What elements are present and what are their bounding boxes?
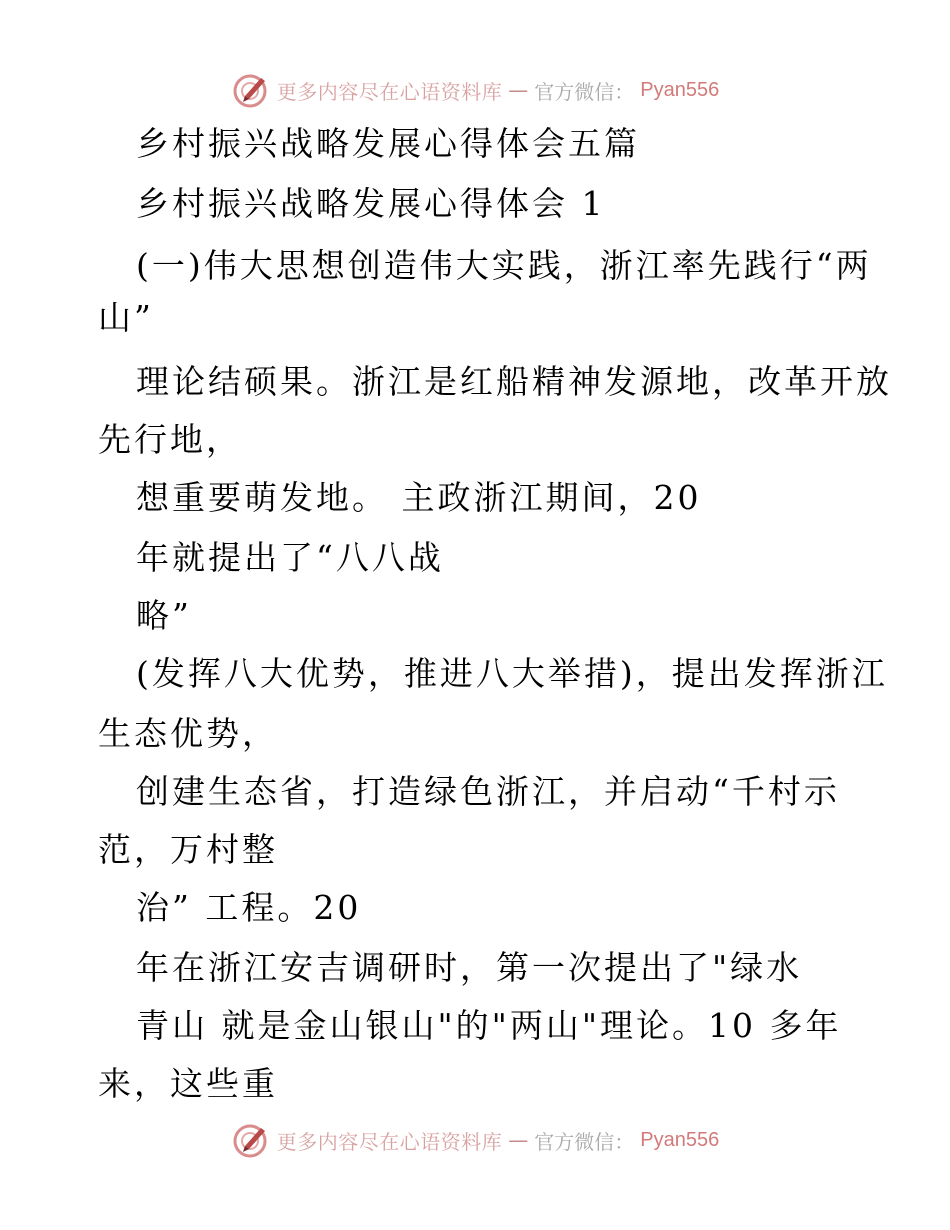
text-line: 想重要萌发地。 主政浙江期间，20 <box>136 478 702 517</box>
text-line: 先行地， <box>98 420 242 459</box>
pen-logo-icon <box>231 1120 271 1160</box>
watermark-dash: — <box>508 1128 529 1152</box>
section-heading: 乡村振兴战略发展心得体会 1 <box>136 184 606 223</box>
text-line: 范，万村整 <box>98 830 278 869</box>
watermark-site-name: 更多内容尽在心语资料库 <box>276 1129 503 1154</box>
header-watermark <box>0 68 950 112</box>
text-line: 年就提出了“八八战 <box>136 538 444 577</box>
text-line: 理论结硕果。浙江是红船精神发源地，改革开放 <box>136 362 892 401</box>
watermark-wechat-label: 官方微信： <box>534 1129 635 1154</box>
watermark-wechat-label: 官方微信： <box>534 79 635 104</box>
text-line: 山” <box>98 298 154 337</box>
document-title: 乡村振兴战略发展心得体会五篇 <box>136 124 640 163</box>
watermark-wechat-id: Pyan556 <box>640 1128 720 1151</box>
text-line: 青山 就是金山银山"的"两山"理论。10 多年 <box>136 1006 842 1045</box>
text-line: 生态优势， <box>98 714 278 753</box>
text-line: 来，这些重 <box>98 1064 278 1103</box>
text-line: (一)伟大思想创造伟大实践，浙江率先践行“两 <box>136 246 872 285</box>
text-line: 治” 工程。20 <box>136 888 362 927</box>
watermark-site-name: 更多内容尽在心语资料库 <box>276 79 503 104</box>
watermark-wechat-id: Pyan556 <box>640 78 720 101</box>
text-line: 略” <box>136 596 192 635</box>
text-line: 年在浙江安吉调研时，第一次提出了"绿水 <box>136 948 803 987</box>
pen-logo-icon <box>231 70 271 110</box>
text-line: 创建生态省，打造绿色浙江，并启动“千村示 <box>136 772 840 811</box>
watermark-dash: — <box>508 78 529 102</box>
footer-watermark <box>0 1118 950 1162</box>
text-line: (发挥八大优势，推进八大举措)，提出发挥浙江 <box>136 654 888 693</box>
